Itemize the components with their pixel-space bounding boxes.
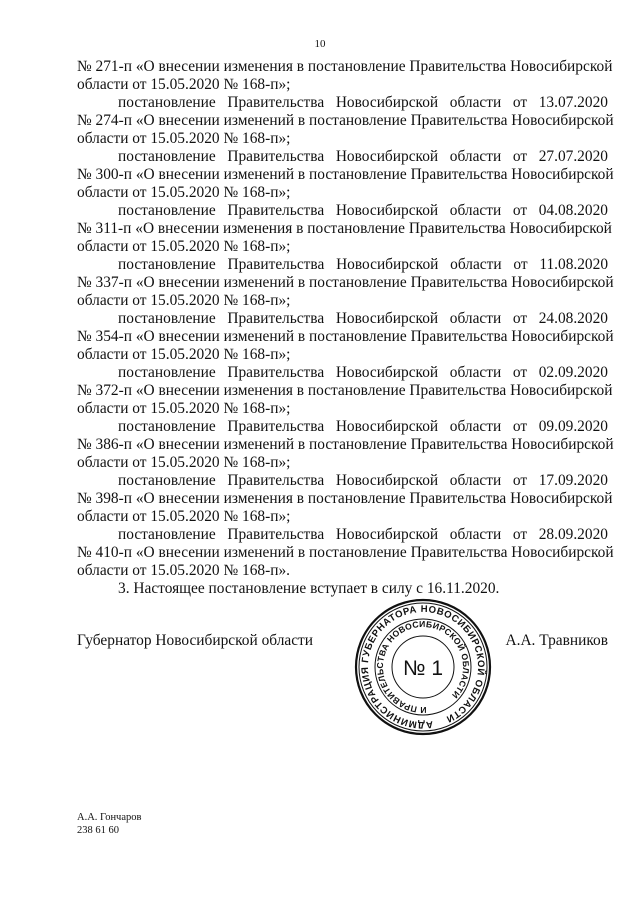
lead-word: Новосибирской xyxy=(335,364,439,381)
resolution-lead-line xyxy=(77,202,608,220)
lead-word: Новосибирской xyxy=(335,526,439,543)
resolution-last-line: области от 15.05.2020 № 168-п»; xyxy=(77,130,291,147)
lead-word: Новосибирской xyxy=(335,472,439,489)
resolution-line: № 386-п «О внесении изменений в постановление Правительства Новосибирской xyxy=(77,436,614,453)
resolution-last-line: области от 15.05.2020 № 168-п». xyxy=(77,562,290,579)
executor-info xyxy=(77,811,141,837)
lead-word: Новосибирской xyxy=(336,256,439,273)
lead-word: Новосибирской xyxy=(335,418,439,435)
resolution-date: 13.07.2020 xyxy=(538,94,608,111)
resolution-line: № 300-п «О внесении изменений в постановление Правительства Новосибирской xyxy=(77,166,614,183)
resolution-lead-line xyxy=(77,526,608,544)
resolution-last-line: области от 15.05.2020 № 168-п»; xyxy=(77,184,291,201)
resolution-last-line: области от 15.05.2020 № 168-п»; xyxy=(77,346,291,363)
resolution-lead-line xyxy=(77,256,608,274)
resolution-line: № 410-п «О внесении изменений в постановление Правительства Новосибирской xyxy=(77,544,614,561)
lead-word: области xyxy=(449,472,502,489)
lead-word: области xyxy=(449,148,502,165)
resolution-line: № 311-п «О внесении изменения в постановление Правительства Новосибирской xyxy=(77,220,612,237)
resolution-lead-line xyxy=(77,472,608,490)
lead-word: от xyxy=(512,364,528,381)
lead-word: Новосибирской xyxy=(335,202,439,219)
resolution-last-line: области от 15.05.2020 № 168-п»; xyxy=(77,508,291,525)
lead-word: области xyxy=(449,526,502,543)
lead-word: Правительства xyxy=(227,418,325,435)
final-clause: 3. Настоящее постановление вступает в силу с 16.11.2020. xyxy=(118,580,500,597)
signer-name: А.А. Травников xyxy=(505,632,608,649)
lead-word: Новосибирской xyxy=(335,94,439,111)
resolution-date: 17.09.2020 xyxy=(538,472,608,489)
resolution-line: № 271-п «О внесении изменения в постановление Правительства Новосибирской xyxy=(77,58,613,75)
resolution-line: № 337-п «О внесении изменений в постановление Правительства Новосибирской xyxy=(77,274,614,291)
lead-word: области xyxy=(449,364,502,381)
lead-word: от xyxy=(512,148,528,165)
lead-word: постановление xyxy=(118,472,216,489)
lead-word: Новосибирской xyxy=(335,148,439,165)
resolution-date: 11.08.2020 xyxy=(539,256,609,273)
lead-word: области xyxy=(449,94,502,111)
lead-word: области xyxy=(449,202,502,219)
lead-word: от xyxy=(512,526,528,543)
signer-title: Губернатор Новосибирской области xyxy=(77,632,314,649)
lead-word: от xyxy=(512,310,528,327)
lead-word: Правительства xyxy=(227,256,325,273)
official-seal-stamp xyxy=(353,597,493,737)
lead-word: области xyxy=(449,418,502,435)
resolution-last-line: области от 15.05.2020 № 168-п»; xyxy=(77,454,291,471)
lead-word: Правительства xyxy=(227,202,325,219)
lead-word: от xyxy=(513,256,528,273)
lead-word: постановление xyxy=(118,364,216,381)
resolution-line: № 354-п «О внесении изменений в постановление Правительства Новосибирской xyxy=(77,328,614,345)
lead-word: Правительства xyxy=(227,94,325,111)
lead-word: от xyxy=(512,418,528,435)
lead-word: от xyxy=(512,94,528,111)
executor-name: А.А. Гончаров xyxy=(77,812,142,823)
resolution-date: 04.08.2020 xyxy=(538,202,608,219)
resolution-last-line: области от 15.05.2020 № 168-п»; xyxy=(77,292,291,309)
resolution-lead-line xyxy=(77,418,608,436)
resolution-date: 24.08.2020 xyxy=(538,310,608,327)
lead-word: Правительства xyxy=(227,148,325,165)
resolution-line: № 372-п «О внесении изменения в постановление Правительства Новосибирской xyxy=(77,382,613,399)
lead-word: Правительства xyxy=(227,364,325,381)
lead-word: Новосибирской xyxy=(335,310,439,327)
resolution-date: 09.09.2020 xyxy=(538,418,608,435)
lead-word: постановление xyxy=(118,310,216,327)
resolution-line: № 398-п «О внесении изменения в постановление Правительства Новосибирской xyxy=(77,490,613,507)
lead-word: постановление xyxy=(118,202,216,219)
lead-word: Правительства xyxy=(227,526,325,543)
resolution-date: 28.09.2020 xyxy=(538,526,608,543)
lead-word: постановление xyxy=(118,148,216,165)
lead-word: Правительства xyxy=(227,472,325,489)
resolution-date: 27.07.2020 xyxy=(538,148,608,165)
lead-word: области xyxy=(449,310,502,327)
page-number: 10 xyxy=(314,38,326,50)
lead-word: Правительства xyxy=(227,310,325,327)
resolution-last-line: области от 15.05.2020 № 168-п»; xyxy=(77,238,291,255)
resolution-line: № 274-п «О внесении изменений в постановление Правительства Новосибирской xyxy=(77,112,614,129)
resolution-last-line: области от 15.05.2020 № 168-п»; xyxy=(77,76,291,93)
lead-word: от xyxy=(512,472,528,489)
lead-word: области xyxy=(450,256,502,273)
seal-outer-text: АДМИНИСТРАЦИЯ ГУБЕРНАТОРА НОВОСИБИРСКОЙ ОБЛАСТИ xyxy=(359,603,487,731)
resolution-lead-line xyxy=(77,364,608,382)
lead-word: постановление xyxy=(118,418,216,435)
executor-phone: 238 61 60 xyxy=(77,825,119,836)
resolution-date: 02.09.2020 xyxy=(538,364,608,381)
resolution-lead-line xyxy=(77,94,608,112)
lead-word: от xyxy=(512,202,528,219)
seal-inner-text: И ПРАВИТЕЛЬСТВА НОВОСИБИРСКОЙ ОБЛАСТИ xyxy=(374,618,472,716)
seal-center-number: № 1 xyxy=(402,657,444,680)
document-body xyxy=(77,58,614,598)
resolution-last-line: области от 15.05.2020 № 168-п»; xyxy=(77,400,291,417)
lead-word: постановление xyxy=(118,256,216,273)
resolution-lead-line xyxy=(77,310,608,328)
resolution-lead-line xyxy=(77,148,608,166)
lead-word: постановление xyxy=(118,526,216,543)
lead-word: постановление xyxy=(118,94,216,111)
